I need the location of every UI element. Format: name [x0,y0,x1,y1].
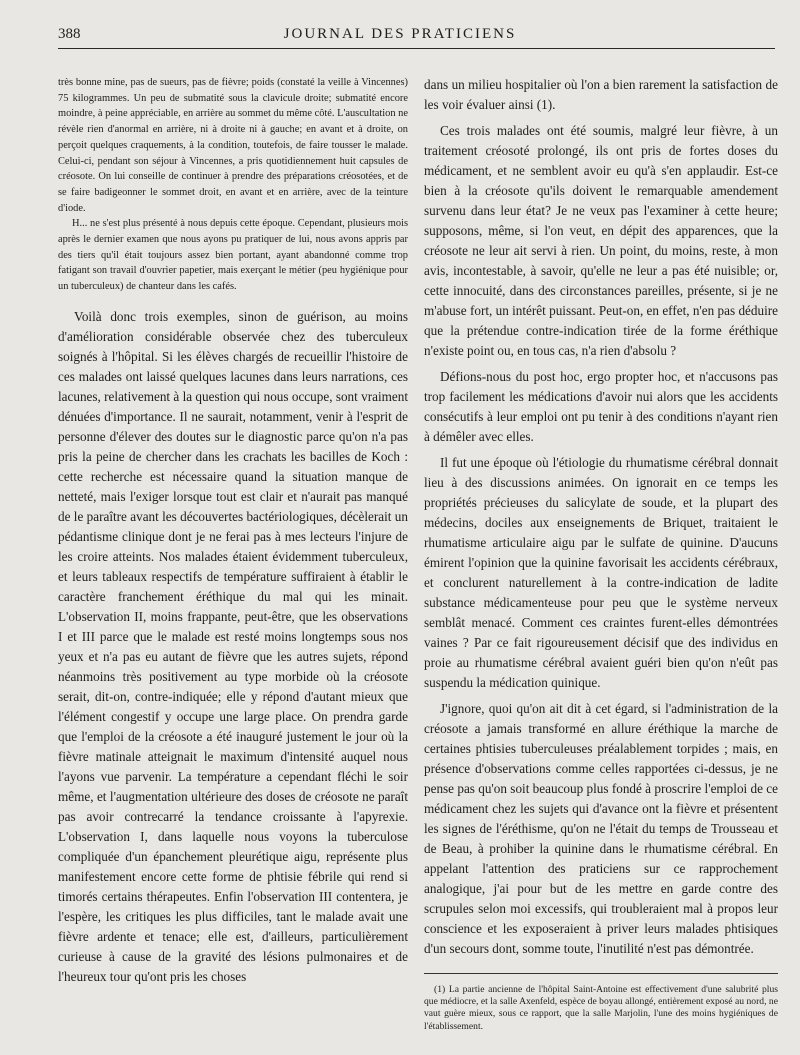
paragraph: J'ignore, quoi qu'on ait dit à cet égard, si l'administration de la créosote a jamais transformé en allure éréthique la marche de certaines phtisies tuberculeuses préalablement torpides ; mais, en présence d'observations comme celles rapportées ci-dessus, je ne pense pas qu'on soit beaucoup plus fondé à proscrire l'emploi de ce médicament chez les sujets qui d'avance ont la fièvre et présentent les signes de l'éréthisme, qu'on ne l'était du temps de Trousseau et de Beau, à prohiber la quinine dans le rhumatisme cérébral. En appelant l'attention des praticiens sur ce rapprochement analogique, j'ai pour but de les mettre en garde contre des scrupules selon moi excessifs, qui troubleraient mal à propos leur conscience et les exposeraient à priver leurs malades phtisiques d'un secours dont, somme toute, l'inutilité n'est pas démontrée. [424,701,778,956]
small-paragraph: très bonne mine, pas de sueurs, pas de fièvre; poids (constaté la veille à Vincennes) 75 kilogrammes. Un peu de submatité sous la clavicule droite; submatité encore moindre, à peine appréciable, en arrière au sommet du même côté. L'auscultation ne révèle rien d'anormal en arrière, ni à droite ni à gauche; en avant et à droite, on perçoit quelques craquements, à la condition, toutefois, de faire tousser le malade. Celui-ci, pendant son séjour à Vincennes, a pris quotidiennement huit capsules de créosote. On lui conseille de continuer à prendre des préparations créosotées, et de se faire badigeonner le sommet droit, en avant et en arrière, avec de la teinture d'iode. [58,77,408,214]
left-column [58,75,408,987]
right-column [424,75,778,1033]
running-head: JOURNAL DES PRATICIENS [283,26,517,42]
main-text [424,75,778,959]
observation-notes [58,75,408,295]
page-number: 388 [58,26,81,42]
paragraph: Il fut une époque où l'étiologie du rhumatisme cérébral donnait lieu à des discussions animées. On ignorait en ce temps les propriétés précieuses du salicylate de soude, et la plupart des médecins, dociles aux enseignements de Briquet, traitaient le rhumatisme articulaire aigu par le sulfate de quinine. D'aucuns émirent l'opinion que la quinine favorisait les accidents cérébraux, et conclurent naturellement à la contre-indication de ladite substance médicamenteuse pour peu que le système nerveux semblât menacé. Comment ces craintes furent-elles démontrées vaines ? Par ce fait rigoureusement décisif que des individus en proie au rhumatisme cérébral avaient guéri bien qu'on n'eût pas suspendu la médication quinique. [424,455,778,690]
main-text [58,307,408,987]
header-rule [58,48,775,49]
footnote-rule [424,973,778,974]
small-paragraph: H... ne s'est plus présenté à nous depuis cette époque. Cependant, plusieurs mois après le dernier examen que nous ayons pu pratiquer de lui, nous avons appris par des tiers qu'il était toujours assez bien portant, ayant abandonné comme trop fatigant son travail d'ouvrier papetier, mais exerçant le métier (peu hygiénique pour un tuberculeux) de chanteur dans les cafés. [58,218,408,293]
footnote: (1) La partie ancienne de l'hôpital Saint-Antoine est effectivement d'une salubrité plus que médiocre, et la salle Axenfeld, espèce de boyau allongé, entièrement exposé au nord, ne vaut guère mieux, sous ce rapport, que la salle Marjolin, l'une des moins hygiéniques de l'établissement. [424,984,778,1032]
paragraph: Voilà donc trois exemples, sinon de guérison, au moins d'amélioration considérable observée chez des tuberculeux soignés à l'hôpital. Si les élèves chargés de recueillir l'histoire de ces malades ont laissé quelques lacunes dans leurs narrations, ces lacunes, relativement à la question qui nous occupe, sont vraiment dénuées d'importance. Il ne saurait, notamment, venir à l'esprit de personne d'élever des doutes sur le diagnostic parce qu'on n'a pas pris la peine de chercher dans les crachats les bacilles de Koch : cette recherche est nécessaire quand la situation manque de netteté, mais l'exiger lorsque tout est clair et n'aurait pas manqué de le paraître avant les découvertes bactériologiques, décèlerait un pédantisme clinique dont je ne ferai pas à mes lecteurs l'injure de les croire atteints. Nos malades étaient évidemment tuberculeux, et leurs tableaux respectifs de température suffiraient à établir le caractère franchement éréthique du mal qui les minait. L'observation II, moins frappante, peut-être, que les observations I et III parce que le malade est resté moins longtemps sous nos yeux et n'a pas eu autant de fièvre que les autres sujets, répond néanmoins très positivement au type morbide où la créosote serait, dit-on, contre-indiquée; elle y répond d'autant mieux que l'élément congestif y occupe une large place. On prendra garde que l'emploi de la créosote a été inauguré justement le jour où la fièvre matinale atteignait le maximum d'intensité auquel nous l'ayons vue parvenir. La température a cependant fléchi le soir même, et l'augmentation ultérieure des doses de créosote ne paraît pas avoir contrecarré la tendance croissante à l'apyrexie. L'observation I, dans laquelle nous voyons la tuberculose compliquée d'un épanchement pleurétique aigu, représente plus manifestement encore cette forme de phtisie fébrile qui rend si timorés certains thérapeutes. Enfin l'observation III contentera, je l'espère, les critiques les plus difficiles, tant le malade avait une fièvre ardente et tenace; elle est, d'ailleurs, particulièrement curieuse à cause de la gravité des lésions pulmonaires et de l'heureux tour qu'ont pris les choses [58,308,408,984]
paragraph: Ces trois malades ont été soumis, malgré leur fièvre, à un traitement créosoté prolongé, ils ont pris de fortes doses du médicament, et ne semblent avoir eu qu'à s'en applaudir. Est-ce bien à la créosote qu'ils doivent le remarquable amendement survenu dans leur état? Je ne veux pas l'examiner à cette heure; supposons, même, si l'on veut, en dépit des apparences, que la créosote ne leur ait servi à rien. Un point, du moins, reste, à mon avis, incontestable, à savoir, qu'elle ne leur a pas été nuisible; or, cette innocuité, dans des circonstances pareilles, présente, si je ne m'abuse fort, un intérêt puissant. Peut-on, en effet, n'en pas déduire que la prétendue contre-indication tirée de la forme éréthique n'existe point ou, en tous cas, n'a rien d'absolu ? [424,123,778,358]
paragraph: Défions-nous du post hoc, ergo propter hoc, et n'accusons pas trop facilement les médications d'avoir nui alors que les accidents consécutifs à leur emploi ont pu tenir à des conditions n'ayant rien à démêler avec elles. [424,369,778,444]
paragraph-continuation: dans un milieu hospitalier où l'on a bien rarement la satisfaction de les voir évaluer ainsi (1). [424,77,778,112]
